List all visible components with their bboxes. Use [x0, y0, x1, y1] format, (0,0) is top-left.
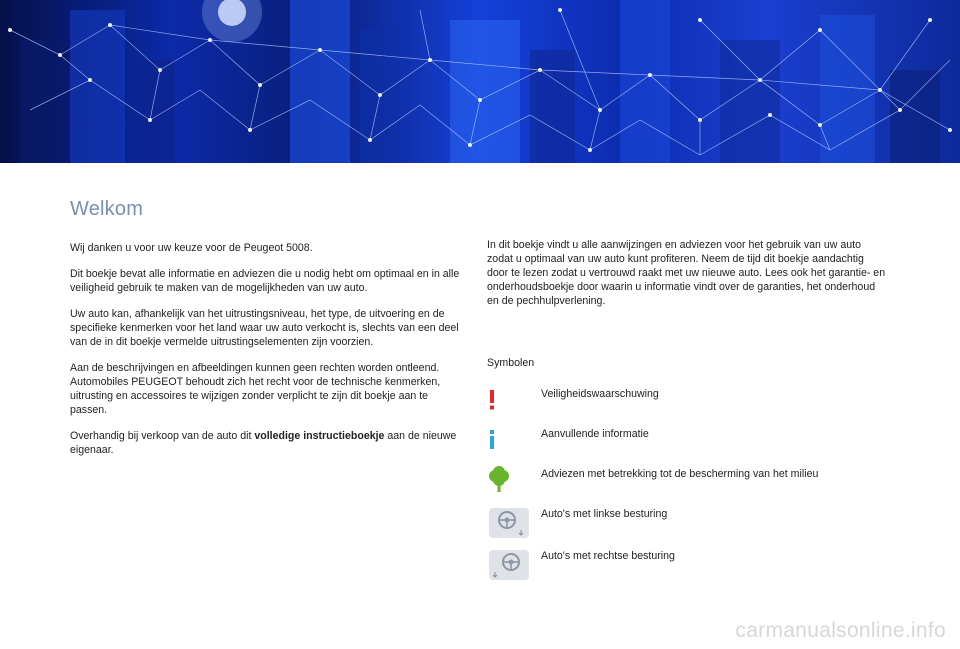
right-column	[487, 238, 887, 320]
symbol-row-environment	[487, 466, 907, 500]
symbols-heading: Symbolen	[487, 357, 535, 369]
symbol-label: Veiligheidswaarschuwing	[541, 388, 659, 400]
steering-wheel-right-icon	[487, 548, 531, 582]
paragraph-text: aan de nieuwe eigenaar.	[70, 430, 457, 456]
paragraph-text: Overhandig bij verkoop van de auto dit	[70, 430, 255, 442]
exclamation-icon	[487, 386, 531, 420]
header-city-network-image	[0, 0, 960, 163]
bold-text: volledige instructieboekje	[254, 430, 385, 442]
tree-icon	[487, 466, 531, 500]
paragraph: Aan de beschrijvingen en afbeeldingen kunnen geen rechten worden ontleend. Automobiles PEUGEOT behoudt zich het recht voor de technische kenmerken, uitrusting en accessoires te wijzigen zonder verplicht te zijn dit boekje aan te passen.	[70, 362, 441, 416]
paragraph: Wij danken u voor uw keuze voor de Peugeot 5008.	[70, 242, 313, 254]
symbol-row-safety	[487, 386, 907, 420]
symbol-label: Auto's met linkse besturing	[541, 508, 668, 520]
page-title: Welkom	[70, 198, 144, 220]
symbol-label: Auto's met rechtse besturing	[541, 550, 675, 562]
paragraph: Uw auto kan, afhankelijk van het uitrustingsniveau, het type, de uitvoering en de specifieke kenmerken voor het land waar uw auto verkocht is, slechts van een deel van de in dit boekje vermelde uitrustingselementen zijn voorzien.	[70, 308, 459, 348]
symbol-row-right-hand-drive	[487, 548, 907, 582]
paragraph-handover	[70, 429, 462, 457]
symbol-row-left-hand-drive	[487, 506, 907, 540]
steering-wheel-left-icon	[487, 506, 531, 540]
city-network-illustration	[0, 0, 960, 163]
symbol-row-info	[487, 426, 907, 460]
symbol-label: Aanvullende informatie	[541, 428, 649, 440]
watermark: carmanualsonline.info	[735, 619, 946, 642]
paragraph: Dit boekje bevat alle informatie en adviezen die u nodig hebt om optimaal en in alle veiligheid gebruik te maken van de mogelijkheden van uw auto.	[70, 268, 460, 294]
paragraph: In dit boekje vindt u alle aanwijzingen en adviezen voor het gebruik van uw auto zodat u optimaal van uw auto kunt profiteren. Neem de tijd dit boekje aandachtig door te lezen zodat u vertrouwd raakt met uw nieuwe auto. Lees ook het garantie- en onderhoudsboekje door waarin u informatie vindt over de garanties, het onderhoud en de pechhulpverlening.	[487, 239, 886, 307]
symbol-label: Adviezen met betrekking tot de bescherming van het milieu	[541, 468, 819, 480]
left-column	[70, 241, 462, 469]
info-icon	[487, 426, 531, 460]
